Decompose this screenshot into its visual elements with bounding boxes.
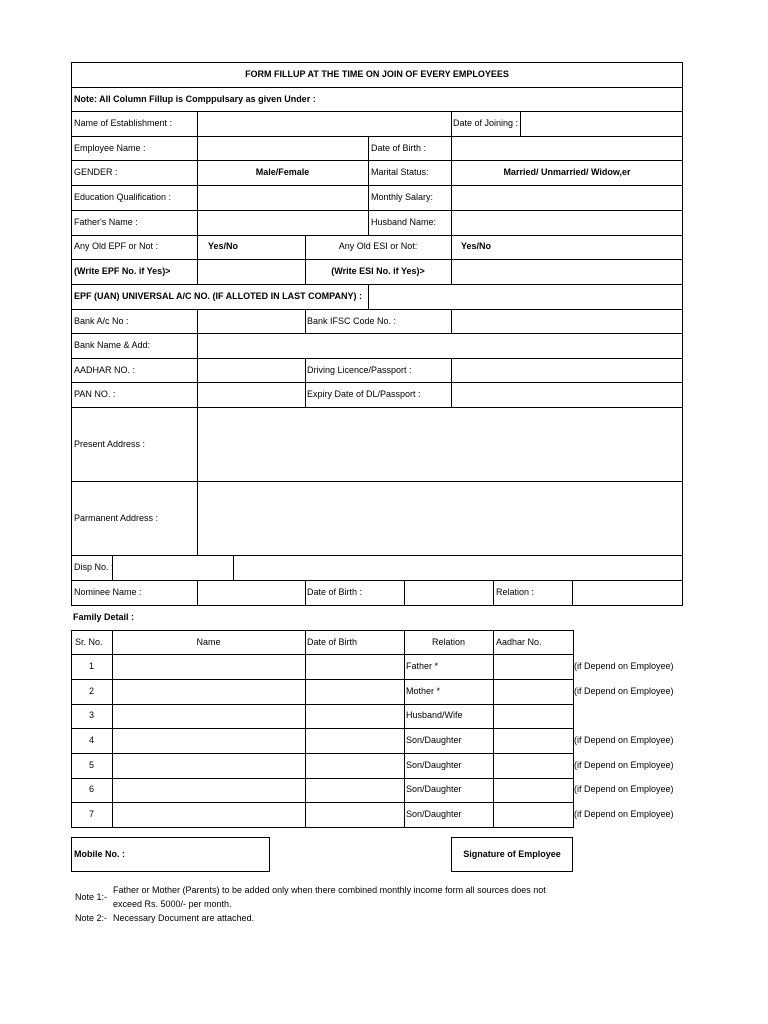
column-line — [305, 309, 306, 333]
row-aadhar-field[interactable] — [494, 655, 573, 678]
ifsc-label: Bank IFSC Code No. : — [307, 316, 397, 326]
row-note: (if Depend on Employee) — [574, 686, 674, 696]
form-note: Note: All Column Fillup is Comppulsary as given Under : — [74, 94, 316, 104]
nominee-field[interactable] — [198, 581, 304, 605]
row-dob-field[interactable] — [306, 803, 403, 827]
ifsc-field[interactable] — [452, 310, 682, 332]
row-aadhar-field[interactable] — [494, 803, 573, 827]
row-relation: Son/Daughter — [406, 784, 462, 794]
marital-value[interactable]: Married/ Unmarried/ Widow,er — [503, 167, 631, 177]
employee-name-field[interactable] — [198, 137, 367, 159]
row-sr: 3 — [88, 710, 94, 720]
column-line — [493, 580, 494, 606]
row-relation: Mother * — [406, 686, 441, 696]
row-dob-field[interactable] — [306, 729, 403, 752]
row-sr: 7 — [88, 809, 94, 819]
father-name-field[interactable] — [198, 211, 367, 234]
row-name-field[interactable] — [113, 680, 304, 703]
row-aadhar-field[interactable] — [494, 729, 573, 752]
row-note: (if Depend on Employee) — [574, 735, 674, 745]
row-note: (if Depend on Employee) — [574, 760, 674, 770]
row-aadhar-field[interactable] — [494, 779, 573, 801]
joining-date-field[interactable] — [521, 112, 682, 135]
bank-ac-field[interactable] — [198, 310, 304, 332]
expiry-label: Expiry Date of DL/Passport : — [307, 389, 421, 399]
row-dob-field[interactable] — [306, 779, 403, 801]
row-relation: Son/Daughter — [406, 760, 462, 770]
divider — [71, 87, 683, 88]
expiry-field[interactable] — [452, 383, 682, 406]
header-aadhar: Aadhar No. — [496, 637, 542, 647]
nominee-dob-field[interactable] — [405, 581, 492, 605]
present-address-label: Present Address : — [74, 439, 146, 449]
row-dob-field[interactable] — [306, 655, 403, 678]
row-name-field[interactable] — [113, 779, 304, 801]
disp-field[interactable] — [113, 556, 232, 579]
relation-field[interactable] — [573, 581, 682, 605]
mobile-label: Mobile No. : — [74, 849, 125, 859]
old-epf-label: Any Old EPF or Not : — [74, 241, 159, 251]
bank-name-field[interactable] — [198, 334, 682, 357]
present-address-field[interactable] — [198, 408, 682, 480]
write-esi-label: (Write ESI No. if Yes)> — [331, 266, 425, 276]
row-sr: 6 — [88, 784, 94, 794]
epf-number-field[interactable] — [198, 260, 304, 283]
row-sr: 2 — [88, 686, 94, 696]
salary-label: Monthly Salary: — [371, 192, 434, 202]
row-sr: 4 — [88, 735, 94, 745]
joining-date-label: Date of Joining : — [453, 118, 519, 128]
row-dob-field[interactable] — [306, 705, 403, 727]
column-line — [368, 136, 369, 235]
note-1-label: Note 1:- — [75, 892, 108, 902]
note-2-text: Necessary Document are attached. — [113, 913, 255, 923]
driving-licence-field[interactable] — [452, 359, 682, 381]
header-dob: Date of Birth — [307, 637, 358, 647]
divider — [71, 160, 683, 161]
nominee-label: Nominee Name : — [74, 587, 142, 597]
aadhar-label: AADHAR NO. : — [74, 365, 136, 375]
divider — [71, 235, 683, 236]
row-relation: Son/Daughter — [406, 809, 462, 819]
gender-label: GENDER : — [74, 167, 118, 177]
column-line — [451, 111, 452, 136]
row-aadhar-field[interactable] — [494, 754, 573, 777]
column-line — [404, 630, 405, 828]
note-2-label: Note 2:- — [75, 913, 108, 923]
row-name-field[interactable] — [113, 655, 304, 678]
row-note: (if Depend on Employee) — [574, 661, 674, 671]
family-detail-heading: Family Detail : — [73, 612, 135, 622]
row-name-field[interactable] — [113, 754, 304, 777]
note-1-text-cont: exceed Rs. 5000/- per month. — [113, 899, 232, 909]
row-dob-field[interactable] — [306, 680, 403, 703]
employee-name-label: Employee Name : — [74, 143, 146, 153]
header-name: Name — [196, 637, 221, 647]
husband-name-field[interactable] — [452, 211, 682, 234]
write-epf-label: (Write EPF No. if Yes)> — [74, 266, 171, 276]
row-aadhar-field[interactable] — [494, 705, 573, 727]
row-sr: 5 — [88, 760, 94, 770]
header-relation: Relation — [431, 637, 466, 647]
education-label: Education Qualification : — [74, 192, 172, 202]
esi-number-field[interactable] — [452, 260, 682, 283]
establishment-field[interactable] — [198, 112, 450, 135]
old-esi-label: Any Old ESI or Not: — [338, 241, 418, 251]
bank-name-label: Bank Name & Add: — [74, 340, 151, 350]
marital-label: Marital Status: — [371, 167, 429, 177]
father-name-label: Father's Name : — [74, 217, 138, 227]
row-dob-field[interactable] — [306, 754, 403, 777]
signature-label: Signature of Employee — [463, 849, 561, 859]
establishment-label: Name of Establishment : — [74, 118, 173, 128]
row-relation: Husband/Wife — [406, 710, 463, 720]
old-esi-value[interactable]: Yes/No — [461, 241, 492, 251]
bank-ac-label: Bank A/c No : — [74, 316, 129, 326]
uan-label: EPF (UAN) UNIVERSAL A/C NO. (IF ALLOTED IN LAST COMPANY) : — [74, 291, 362, 301]
husband-name-label: Husband Name: — [371, 217, 437, 227]
pan-label: PAN NO. : — [74, 389, 116, 399]
row-name-field[interactable] — [113, 803, 304, 827]
gender-value[interactable]: Male/Female — [255, 167, 310, 177]
note-1-text: Father or Mother (Parents) to be added only when there combined monthly income form all sources does not — [113, 885, 546, 895]
nominee-dob-label: Date of Birth : — [307, 587, 363, 597]
row-name-field[interactable] — [113, 705, 304, 727]
row-aadhar-field[interactable] — [494, 680, 573, 703]
salary-field[interactable] — [452, 186, 682, 209]
driving-licence-label: Driving Licence/Passport : — [307, 365, 412, 375]
header-sr-no: Sr. No. — [75, 637, 103, 647]
column-line — [233, 555, 234, 580]
pan-field[interactable] — [198, 383, 304, 406]
permanent-address-label: Parmanent Address : — [74, 513, 159, 523]
disp-label: Disp No. : — [74, 562, 114, 572]
row-name-field[interactable] — [113, 729, 304, 752]
column-line — [305, 358, 306, 407]
old-epf-value[interactable]: Yes/No — [208, 241, 239, 251]
row-note: (if Depend on Employee) — [574, 784, 674, 794]
column-line — [305, 580, 306, 606]
row-relation: Father * — [406, 661, 439, 671]
row-sr: 1 — [88, 661, 94, 671]
form-title: FORM FILLUP AT THE TIME ON JOIN OF EVERY EMPLOYEES — [245, 69, 509, 79]
aadhar-field[interactable] — [198, 359, 304, 381]
row-note: (if Depend on Employee) — [574, 809, 674, 819]
dob-field[interactable] — [452, 137, 682, 159]
relation-label: Relation : — [496, 587, 535, 597]
dob-label: Date of Birth : — [371, 143, 427, 153]
row-relation: Son/Daughter — [406, 735, 462, 745]
uan-field[interactable] — [369, 285, 682, 308]
permanent-address-field[interactable] — [198, 482, 682, 554]
education-field[interactable] — [198, 186, 367, 209]
